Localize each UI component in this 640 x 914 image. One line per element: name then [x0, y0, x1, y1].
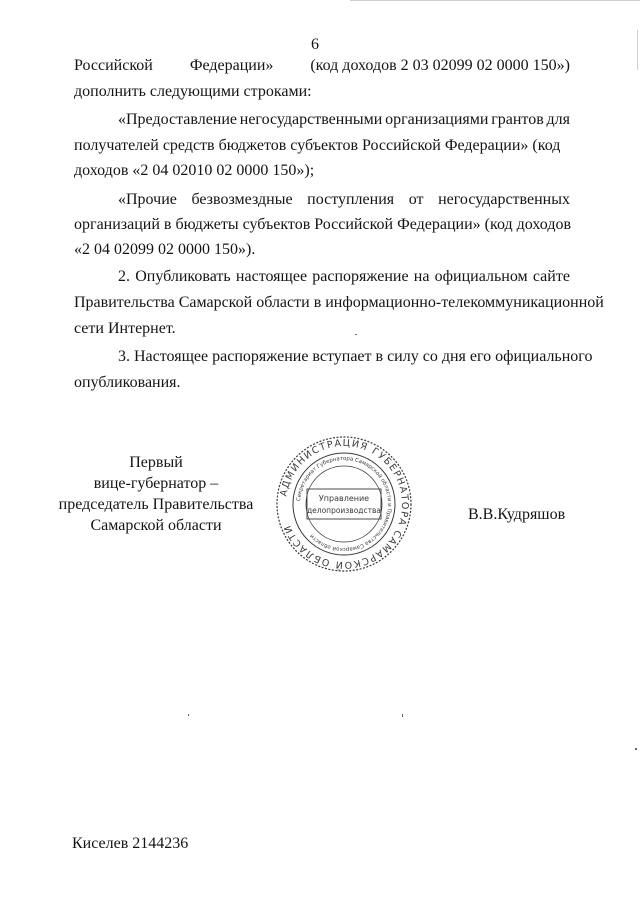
- signatory-line: Первый: [129, 454, 183, 471]
- text-line: организаций в бюджеты субъектов Российской Федерации» (код доходов: [74, 216, 572, 233]
- stamp-center-line: Управление: [318, 494, 370, 503]
- text-line: [118, 268, 570, 286]
- word: поступления: [307, 191, 395, 208]
- word: Опубликовать: [135, 268, 231, 285]
- word: грантов: [491, 111, 544, 128]
- text-line: доходов «2 04 02010 02 0000 150»);: [74, 162, 315, 179]
- text-line: получателей средств бюджетов субъектов Российской Федерации» (код: [74, 137, 561, 154]
- word: сайте: [532, 268, 570, 285]
- word: (код доходов 2 03 02099 02 0000 150»): [310, 57, 570, 74]
- text-line: дополнить следующими строками:: [74, 83, 312, 100]
- scan-speck: [635, 748, 637, 750]
- word: на: [413, 268, 430, 285]
- scan-edge: [637, 30, 638, 70]
- executor-note: Киселев 2144236: [72, 835, 189, 852]
- text-line: 3. Настоящее распоряжение вступает в силу со дня его официального: [118, 348, 593, 365]
- word: безвозмездные: [191, 191, 293, 208]
- signatory-title: [56, 452, 256, 536]
- scan-speck: [355, 334, 357, 335]
- word: от: [408, 191, 424, 208]
- word: «Предоставление: [118, 111, 238, 128]
- word: 2.: [118, 268, 130, 285]
- word: настоящее: [235, 268, 308, 285]
- official-stamp: [274, 434, 414, 574]
- stamp-outer-text: АДМИНИСТРАЦИЯ ГУБЕРНАТОРА САМАРСКОЙ ОБЛАСТИ: [278, 437, 411, 571]
- stamp-center-line: делопроизводства: [306, 506, 382, 515]
- word: организациями: [385, 111, 489, 128]
- signatory-line: председатель Правительства: [58, 496, 254, 513]
- svg-text:Секретариат Губернатора Самарс: [296, 456, 392, 552]
- text-line: [74, 57, 570, 75]
- text-line: [118, 191, 570, 209]
- signatory-line: Самарской области: [90, 517, 222, 534]
- word: распоряжение: [312, 268, 409, 285]
- scan-edge: [350, 0, 640, 1]
- text-line: сети Интернет.: [74, 320, 176, 337]
- signatory-line: вице-губернатор –: [93, 475, 219, 492]
- text-line: Правительства Самарской области в информационно-телекоммуникационной: [74, 294, 604, 311]
- word: «Прочие: [118, 191, 177, 208]
- scan-speck: [402, 714, 403, 717]
- word: официальном: [434, 268, 528, 285]
- text-line: «2 04 02099 02 0000 150»).: [74, 241, 256, 258]
- word: негосударственными: [239, 111, 383, 128]
- word: негосударственных: [438, 191, 570, 208]
- page-number: 6: [311, 36, 319, 53]
- text-line: [118, 111, 570, 129]
- stamp-inner-text: Секретариат Губернатора Самарской области и Правительства Самарской области: [296, 455, 393, 553]
- scan-speck: [188, 714, 189, 716]
- word: для: [546, 111, 570, 128]
- word: Федерации»: [189, 57, 274, 74]
- text-line: опубликования.: [74, 374, 181, 391]
- signer-name: В.В.Кудряшов: [468, 506, 566, 523]
- word: Российской: [74, 57, 153, 74]
